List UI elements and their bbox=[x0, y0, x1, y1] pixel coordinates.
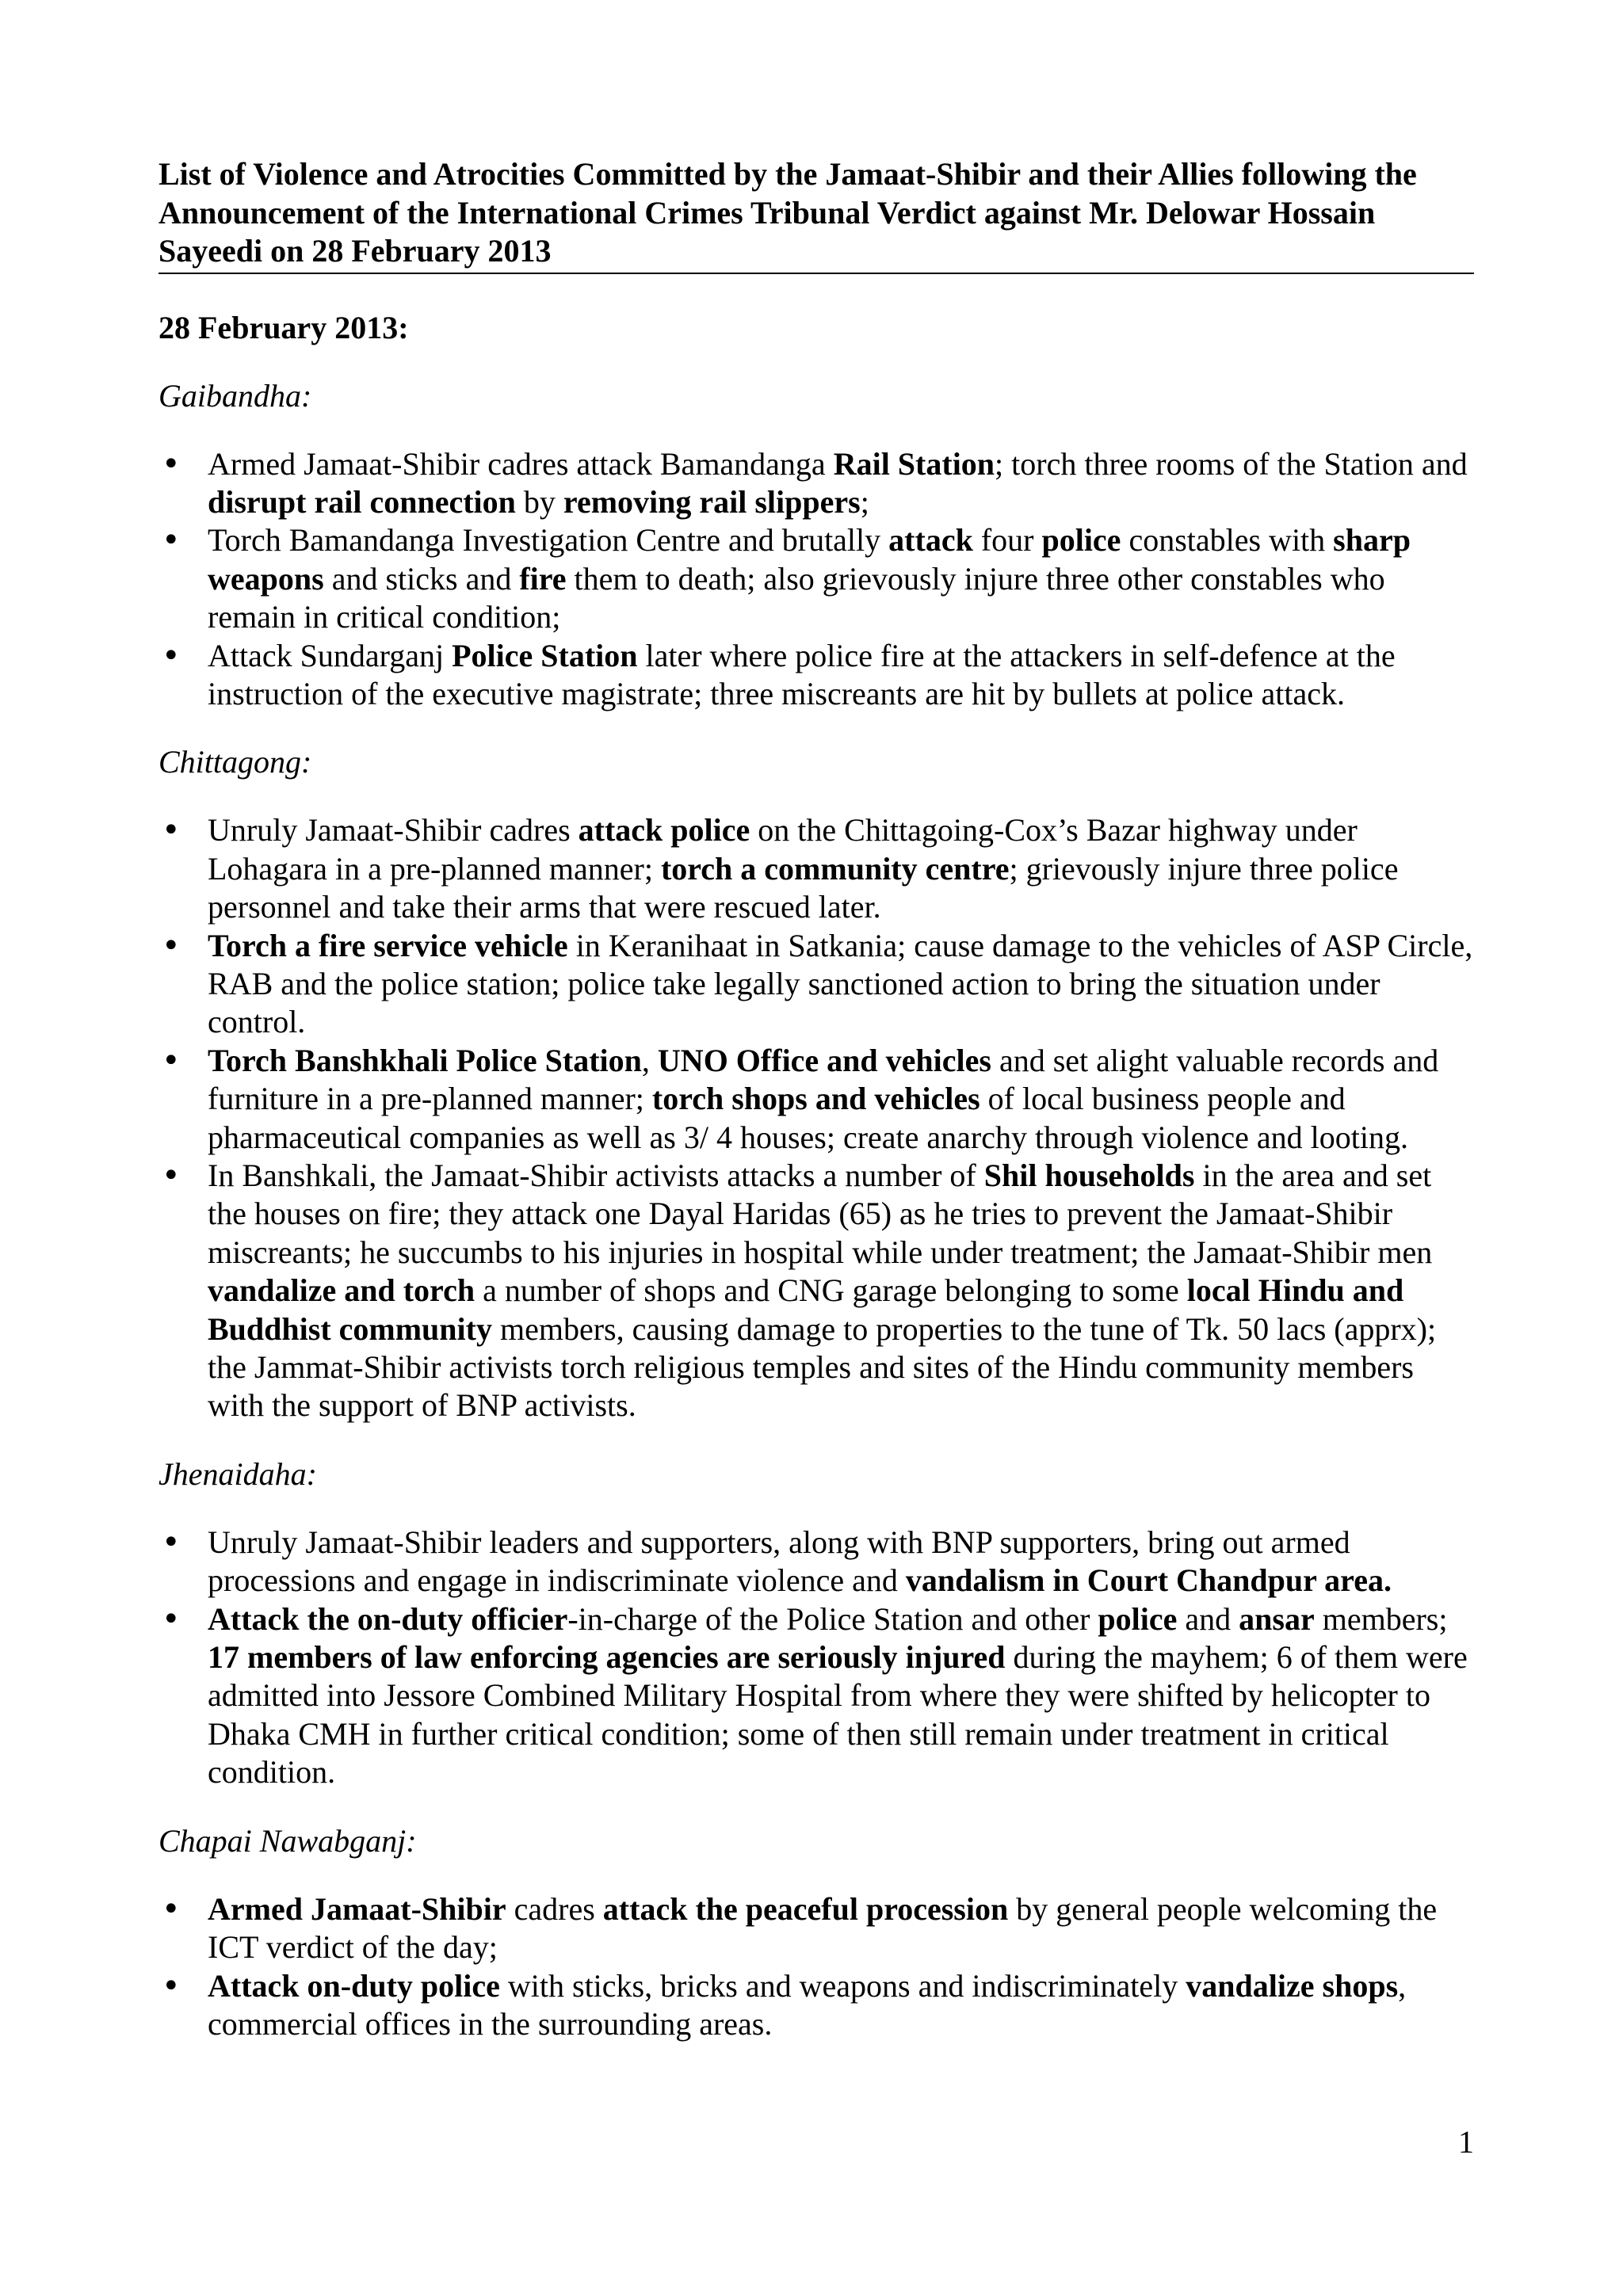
text-run: In Banshkali, the Jamaat-Shibir activists attacks a number of bbox=[208, 1158, 984, 1193]
bold-text-run: Rail Station bbox=[833, 445, 995, 482]
region-heading: Chapai Nawabganj: bbox=[158, 1822, 417, 1859]
bold-text-run: vandalize shops bbox=[1186, 1967, 1399, 2004]
list-item bbox=[158, 927, 1474, 1042]
text-run: on the Chittagoing-Cox’s Bazar highway under Lohagara in a pre-planned manner; bbox=[208, 812, 1358, 887]
document-title: List of Violence and Atrocities Committed by the Jamaat-Shibir and their Allies following the Announcement of the International Crimes Tribunal Verdict against Mr. Delowar Hossain Sayeedi on 28 February 2013 bbox=[158, 155, 1474, 274]
bold-text-run: local Hindu and Buddhist community bbox=[208, 1272, 1404, 1347]
bullet-list bbox=[158, 1890, 1474, 2044]
text-run: in the area and set the houses on fire; they attack one Dayal Haridas (65) as he tries to prevent the Jamaat-Shibir miscreants; he succumbs to his injuries in hospital while under treatment; the Jamaat-Shibir men bbox=[208, 1158, 1433, 1270]
list-item bbox=[158, 637, 1474, 714]
page-number: 1 bbox=[1458, 2124, 1474, 2160]
bullet-list bbox=[158, 811, 1474, 1425]
document-content bbox=[158, 155, 1474, 2043]
list-item bbox=[158, 1524, 1474, 1600]
text-run: ; torch three rooms of the Station and bbox=[995, 445, 1468, 482]
bold-text-run: police bbox=[1098, 1600, 1178, 1637]
list-item bbox=[158, 1042, 1474, 1157]
list-item bbox=[158, 1157, 1474, 1425]
text-run: during the mayhem; 6 of them were admitted into Jessore Combined Military Hospital from where they were shifted by helicopter to Dhaka CMH in further critical condition; some of then still remain under treatment in critical condition. bbox=[208, 1639, 1468, 1791]
text-run: , bbox=[641, 1042, 658, 1078]
text-run: in Keranihaat in Satkania; cause damage to the vehicles of ASP Circle, RAB and the police station; police take legally sanctioned action to bring the situation under control. bbox=[208, 927, 1473, 1040]
bold-text-run: Armed Jamaat-Shibir bbox=[208, 1890, 506, 1927]
text-run: four bbox=[972, 522, 1042, 559]
bold-text-run: attack police bbox=[578, 812, 750, 849]
bullet-list bbox=[158, 1524, 1474, 1792]
bold-text-run: vandalize and torch bbox=[208, 1272, 475, 1309]
bullet-list bbox=[158, 445, 1474, 714]
list-item bbox=[158, 1890, 1474, 1967]
text-run: Torch Bamandanga Investigation Centre and brutally bbox=[208, 522, 889, 559]
bold-text-run: 17 members of law enforcing agencies are seriously injured bbox=[208, 1639, 1006, 1676]
bold-text-run: attack the peaceful procession bbox=[602, 1890, 1009, 1927]
list-item bbox=[158, 1967, 1474, 2044]
bold-text-run: attack bbox=[888, 522, 973, 559]
region-heading: Chittagong: bbox=[158, 744, 312, 780]
region-heading: Gaibandha: bbox=[158, 377, 312, 414]
date-heading: 28 February 2013: bbox=[158, 309, 409, 345]
bold-text-run: ansar bbox=[1239, 1600, 1315, 1637]
bold-text-run: Police Station bbox=[452, 637, 638, 673]
text-run: Attack Sundarganj bbox=[208, 637, 453, 673]
text-run: Armed Jamaat-Shibir cadres attack Bamandanga bbox=[208, 445, 834, 482]
text-run: members; bbox=[1314, 1600, 1448, 1637]
text-run: a number of shops and CNG garage belonging to some bbox=[475, 1272, 1187, 1309]
text-run: -in-charge of the Police Station and other bbox=[567, 1600, 1098, 1637]
bold-text-run: UNO Office and vehicles bbox=[657, 1042, 991, 1078]
text-run: with sticks, bricks and weapons and indiscriminately bbox=[499, 1967, 1186, 2004]
text-run: them to death; also grievously injure three other constables who remain in critical condition; bbox=[208, 560, 1385, 635]
text-run: ; grievously injure three police personnel and take their arms that were rescued later. bbox=[208, 850, 1399, 925]
bold-text-run: Attack the on-duty officier bbox=[208, 1600, 568, 1637]
bold-text-run: Shil households bbox=[983, 1158, 1195, 1193]
text-run: Unruly Jamaat-Shibir cadres bbox=[208, 812, 579, 849]
text-run: and set alight valuable records and furniture in a pre-planned manner; bbox=[208, 1042, 1439, 1117]
bold-text-run: police bbox=[1041, 522, 1121, 559]
bold-text-run: vandalism in Court Chandpur area. bbox=[905, 1562, 1392, 1599]
text-run: cadres bbox=[506, 1890, 603, 1927]
text-run: members, causing damage to properties to the tune of Tk. 50 lacs (apprx); the Jammat-Shibir activists torch religious temples and sites of the Hindu community members with the support of BNP activists. bbox=[208, 1310, 1437, 1424]
list-item bbox=[158, 1600, 1474, 1792]
text-run: by general people welcoming the ICT verdict of the day; bbox=[208, 1890, 1438, 1966]
sections-container bbox=[158, 377, 1474, 2044]
bold-text-run: torch a community centre bbox=[660, 850, 1010, 887]
text-run: of local business people and pharmaceutical companies as well as 3/ 4 houses; create anarchy through violence and looting. bbox=[208, 1081, 1409, 1155]
region-heading: Jhenaidaha: bbox=[158, 1455, 317, 1492]
bold-text-run: Torch a fire service vehicle bbox=[208, 927, 568, 963]
text-run: by bbox=[515, 483, 563, 520]
bold-text-run: torch shops and vehicles bbox=[651, 1081, 980, 1117]
text-run: constables with bbox=[1121, 522, 1334, 559]
list-item bbox=[158, 521, 1474, 636]
text-run: ; bbox=[860, 483, 869, 520]
list-item bbox=[158, 811, 1474, 926]
bold-text-run: Attack on-duty police bbox=[208, 1967, 500, 2004]
list-item bbox=[158, 445, 1474, 522]
bold-text-run: sharp weapons bbox=[208, 522, 1411, 597]
bold-text-run: Torch Banshkhali Police Station bbox=[208, 1042, 642, 1078]
text-run: , commercial offices in the surrounding areas. bbox=[208, 1967, 1407, 2042]
text-run: Unruly Jamaat-Shibir leaders and supporters, along with BNP supporters, bring out armed processions and engage in indiscriminate violence and bbox=[208, 1524, 1350, 1599]
text-run: and bbox=[1177, 1600, 1239, 1637]
bold-text-run: disrupt rail connection bbox=[208, 483, 516, 520]
bold-text-run: removing rail slippers bbox=[563, 483, 861, 520]
text-run: and sticks and bbox=[323, 560, 520, 597]
bold-text-run: fire bbox=[519, 560, 567, 597]
text-run: later where police fire at the attackers in self-defence at the instruction of the executive magistrate; three miscreants are hit by bullets at police attack. bbox=[208, 637, 1396, 711]
